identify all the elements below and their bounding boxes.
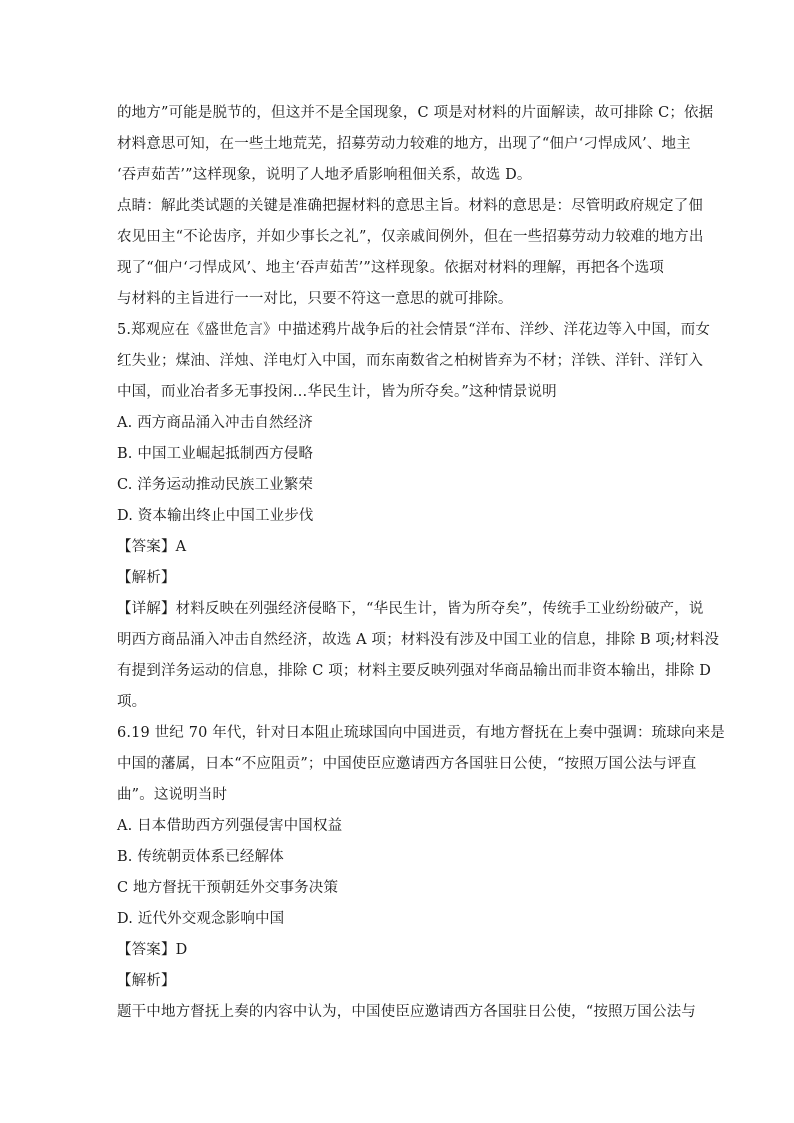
text-line: 项。 <box>117 694 147 710</box>
text-line: 【详解】材料反映在列强经济侵略下，“华民生计，皆为所夺矣”，传统手工业纷纷破产，说 <box>117 601 704 617</box>
option-a: A. 日本借助西方列强侵害中国权益 <box>117 818 343 834</box>
question-text: 中国的藩属，日本“不应阻贡”；中国使臣应邀请西方各国驻日公使，“按照万国公法与评直 <box>117 756 697 772</box>
option-b: B. 中国工业崛起抵制西方侵略 <box>117 446 314 462</box>
question-text: 6.19 世纪 70 年代，针对日本阻止琉球国向中国进贡，有地方督抚在上奏中强调：琉球向来是 <box>117 725 725 741</box>
text-line: 点睛：解此类试题的关键是准确把握材料的意思主旨。材料的意思是：尽管明政府规定了佃 <box>117 198 703 214</box>
analysis-label: 【解析】 <box>117 973 176 989</box>
option-b: B. 传统朝贡体系已经解体 <box>117 849 284 865</box>
option-a: A. 西方商品涌入冲击自然经济 <box>117 415 313 431</box>
question-text: 5.郑观应在《盛世危言》中描述鸦片战争后的社会情景“洋布、洋纱、洋花边等入中国，而女 <box>117 322 711 338</box>
text-line: 明西方商品涌入冲击自然经济，故选 A 项；材料没有涉及中国工业的信息，排除 B 项;材料没 <box>117 632 720 648</box>
text-line: 题干中地方督抚上奏的内容中认为，中国使臣应邀请西方各国驻日公使，“按照万国公法与 <box>117 1004 696 1020</box>
option-d: D. 近代外交观念影响中国 <box>117 911 285 927</box>
option-d: D. 资本输出终止中国工业步伐 <box>117 508 314 524</box>
text-line: ‘吞声茹苦’”这样现象，说明了人地矛盾影响租佃关系，故选 D。 <box>117 167 532 183</box>
analysis-label: 【解析】 <box>117 570 176 586</box>
text-line: 农见田主“不论齿序，并如少事长之礼”，仅亲戚间例外，但在一些招募劳动力较难的地方出 <box>117 229 704 245</box>
option-c: C 地方督抚干预朝廷外交事务决策 <box>117 880 339 896</box>
answer-label: 【答案】A <box>117 539 187 555</box>
question-text: 曲”。这说明当时 <box>117 787 228 803</box>
text-line: 材料意思可知，在一些土地荒芜，招募劳动力较难的地方，出现了“佃户‘刁悍成风’、地主 <box>117 136 691 152</box>
text-line: 有提到洋务运动的信息，排除 C 项；材料主要反映列强对华商品输出而非资本输出，排除 D <box>117 663 711 679</box>
option-c: C. 洋务运动推动民族工业繁荣 <box>117 477 314 493</box>
answer-label: 【答案】D <box>117 942 188 958</box>
text-line: 现了“佃户‘刁悍成风’、地主‘吞声茹苦’”这样现象。依据对材料的理解，再把各个选项 <box>117 260 664 276</box>
text-line: 的地方”可能是脱节的，但这并不是全国现象，C 项是对材料的片面解读，故可排除 C；依据 <box>117 105 714 121</box>
text-line: 与材料的主旨进行一一对比，只要不符这一意思的就可排除。 <box>117 291 513 307</box>
question-text: 中国，而业冶者多无事投闲…华民生计，皆为所夺矣。”这种情景说明 <box>117 384 557 400</box>
document-body <box>117 98 725 1028</box>
question-text: 红失业；煤油、洋烛、洋电灯入中国，而东南数省之柏树皆弃为不材；洋铁、洋针、洋钉入 <box>117 353 703 369</box>
